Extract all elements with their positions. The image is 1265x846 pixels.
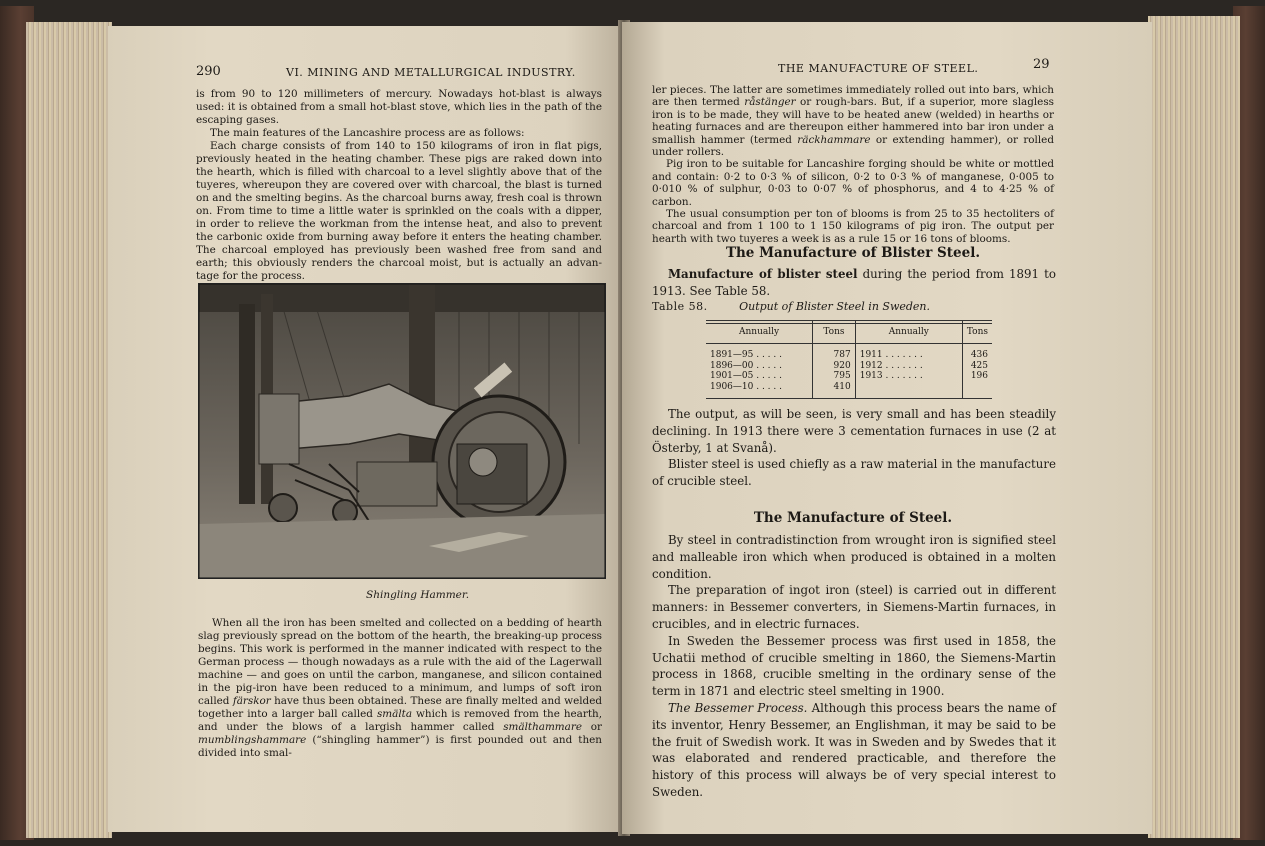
table-cell-period: 1901—05 . . . . . bbox=[706, 371, 813, 382]
cell-text: 1913 bbox=[859, 371, 883, 381]
page-edges-right bbox=[1148, 16, 1240, 838]
paragraph: The preparation of ingot iron (steel) is carried out in different manners: in Bessemer converters, in Siemens-Martin furnaces, in crucibles, and in electric furnaces. bbox=[652, 583, 1056, 631]
term-smalthammare: smälthammare bbox=[503, 721, 582, 733]
term-rackhammare: räckhammare bbox=[797, 133, 871, 146]
paragraph: Blister steel is used chiefly as a raw material in the manufacture of crucible steel. bbox=[652, 457, 1056, 489]
paragraph bbox=[652, 700, 1056, 801]
shingling-hammer-illustration bbox=[199, 284, 605, 578]
right-running-head: THE MANUFACTURE OF STEEL. bbox=[778, 62, 979, 75]
heading-steel: The Manufacture of Steel. bbox=[753, 510, 953, 526]
cell-text: 1891—95 bbox=[710, 350, 754, 360]
blister-intro bbox=[652, 266, 1056, 300]
table-cell-tons: 795 bbox=[813, 371, 856, 382]
left-page-number: 290 bbox=[196, 64, 221, 79]
text-run: or bbox=[581, 721, 602, 733]
table-cell-period: 1906—10 . . . . . bbox=[706, 382, 813, 399]
bessemer-title: The Bessemer Process. bbox=[668, 700, 808, 715]
text-run: which is removed from the hearth, and under the blows of a largish hammer called bbox=[198, 708, 602, 733]
table-cell-tons: 196 bbox=[970, 371, 988, 381]
blister-text bbox=[652, 406, 1056, 490]
table-cell-period: 1911 . . . . . . . bbox=[855, 344, 962, 361]
paragraph: The output, as will be seen, is very small and has been steadily declining. In 1913 there were 3 cementation furnaces in use (2 at Österby, 1 at Svanå). bbox=[652, 407, 1056, 455]
heading-blister-steel: The Manufacture of Blister Steel. bbox=[725, 245, 981, 261]
col-header-annually: Annually bbox=[855, 321, 962, 344]
cell-text: 1912 bbox=[859, 360, 883, 371]
table-cell-period: 1896—00 . . . . . bbox=[706, 361, 813, 372]
text-run: have thus been obtained. These are finally melted and welded together into a larger ball called bbox=[198, 695, 603, 720]
table-cell-empty bbox=[962, 382, 992, 399]
term-farskor: färskor bbox=[232, 695, 271, 707]
table-number: Table 58. bbox=[652, 300, 708, 313]
text-run: (“shingling hammer”) is first pounded out and then divided into smal- bbox=[198, 734, 602, 759]
left-top-text bbox=[196, 88, 602, 283]
term-mumblingshammare: mumblingshammare bbox=[198, 734, 307, 746]
table-cell-tons: 787 bbox=[813, 344, 856, 361]
left-bottom-text bbox=[198, 617, 602, 760]
table-title: Output of Blister Steel in Sweden. bbox=[739, 300, 930, 313]
paragraph: The main features of the Lancashire process are as follows: bbox=[210, 127, 525, 139]
paragraph: By steel in contradistinction from wrought iron is signified steel and malleable iron which when produced is obtained in a molten condition. bbox=[652, 533, 1056, 581]
paragraph bbox=[652, 84, 1054, 158]
table-label bbox=[652, 300, 930, 313]
page-edges-left bbox=[26, 22, 112, 838]
paragraph: Each charge consists of from 140 to 150 kilograms of iron in flat pigs, previously heated in the heating chamber. These pigs are raked down into the hearth, which is filled with charcoal to a level slightly above that of the tuyeres, whereupon they are covered over with charcoal, the blast is turned on and the smelting begins. As the charcoal burns away, fresh coal is thrown on. From time to time a little water is sprinkled on the coals with a dipper, in order to relieve the workman from the intense heat, and also to prevent the carbonic oxide from burning away before it enters the heating chamber. The charcoal employed has previously been washed free from sand and earth; this obviously renders the charcoal moist, but is actually an advantage for the process. bbox=[196, 140, 602, 282]
paragraph: is from 90 to 120 millimeters of mercury. Nowadays hot-blast is always used: it is obtained from a small hot-blast stove, which lies in the path of the escaping gases. bbox=[196, 88, 602, 126]
table-cell-tons: 410 bbox=[813, 382, 856, 399]
bold-lead: Manufacture of blister steel bbox=[668, 267, 858, 281]
table-cell-empty bbox=[855, 382, 962, 399]
paragraph bbox=[198, 617, 602, 760]
text-run: or rough-bars. But, if a superior, more slagless iron is to be made, they will have to be heated anew (welded) in hearths or heating furnaces and are thereupon either hammered into bar iron under a smallish hammer (termed bbox=[652, 96, 1054, 146]
col-header-tons: Tons bbox=[813, 321, 856, 344]
table-cell-period: 1912 . . . . . . . bbox=[855, 361, 962, 372]
paragraph: The usual consumption per ton of blooms is from 25 to 35 hectoliters of charcoal and from 1 100 to 1 150 kilograms of pig iron. The output per hearth with two tuyeres a week is as a rule 15 or 16 tons of blooms. bbox=[652, 208, 1054, 245]
paragraph: In Sweden the Bessemer process was first used in 1858, the Uchatii method of crucible smelting in 1860, the Siemens-Martin process in 1868, crucible smelting in the ordinary sense of the term in 1871 and electric steel smelting in 1900. bbox=[652, 633, 1056, 699]
left-running-head: VI. MINING AND METALLURGICAL INDUSTRY. bbox=[286, 66, 576, 79]
table-cell-period: 1913 . . . . . . . bbox=[855, 371, 962, 382]
col-header-tons: Tons bbox=[962, 321, 992, 344]
text-run: ler pieces. The latter are sometimes immediately rolled out into bars, which are then termed bbox=[652, 84, 1054, 109]
paragraph bbox=[652, 266, 1056, 300]
col-header-annually: Annually bbox=[706, 321, 813, 344]
text-run: When all the iron has been smelted and collected on a bedding of hearth slag previously spread on the bottom of the hearth, the breaking-up process begins. This work is performed in the manner indicated with respect to the German process — though nowadays as a rule with the aid of the Lagerwall machine — and goes on until the carbon, manganese, and silicon contained in the pig-iron have been reduced to a minimum, and lumps of soft iron called bbox=[198, 617, 602, 707]
paragraph: Pig iron to be suitable for Lancashire forging should be white or mottled and contain: 0·2 to 0·3 % of silicon, 0·2 to 0·3 % of manganese, 0·005 to 0·010 % of sulphur, 0·03 to 0·07 % of phosphorus, and 4 to 4·25 % of carbon. bbox=[652, 158, 1054, 208]
table-cell-tons: 436 bbox=[970, 350, 988, 360]
output-table bbox=[706, 321, 992, 398]
text-run: or extending hammer), or rolled under rollers. bbox=[652, 133, 1054, 159]
table-58 bbox=[706, 320, 992, 399]
table-cell-tons: 425 bbox=[970, 360, 988, 371]
cell-text: 1901—05 bbox=[710, 371, 754, 381]
table-cell-period: 1891—95 . . . . . bbox=[706, 344, 813, 361]
right-page-number: 29 bbox=[1033, 57, 1050, 72]
cell-text: 1906—10 bbox=[710, 381, 754, 392]
right-top-text bbox=[652, 84, 1054, 245]
table-cell-tons: 920 bbox=[813, 361, 856, 372]
shingling-hammer-photo bbox=[198, 283, 606, 579]
text-run: Although this process bears the name of its inventor, Henry Bessemer, an Englishman, it may be said to be the fruit of Swedish work. It was in Sweden and by Swedes that it was elaborated and rendered practicable, and therefore the history of this process will always be of very special interest to Sweden. bbox=[652, 700, 1056, 799]
cell-text: 1911 bbox=[859, 350, 883, 360]
text-run: during the period from 1891 to 1913. See Table 58. bbox=[652, 267, 1056, 298]
figure-caption: Shingling Hammer. bbox=[366, 589, 470, 601]
cell-text: 1896—00 bbox=[710, 360, 754, 371]
steel-text bbox=[652, 532, 1056, 801]
term-rastanger: råstänger bbox=[744, 96, 796, 109]
term-smalta: smälta bbox=[376, 708, 413, 720]
